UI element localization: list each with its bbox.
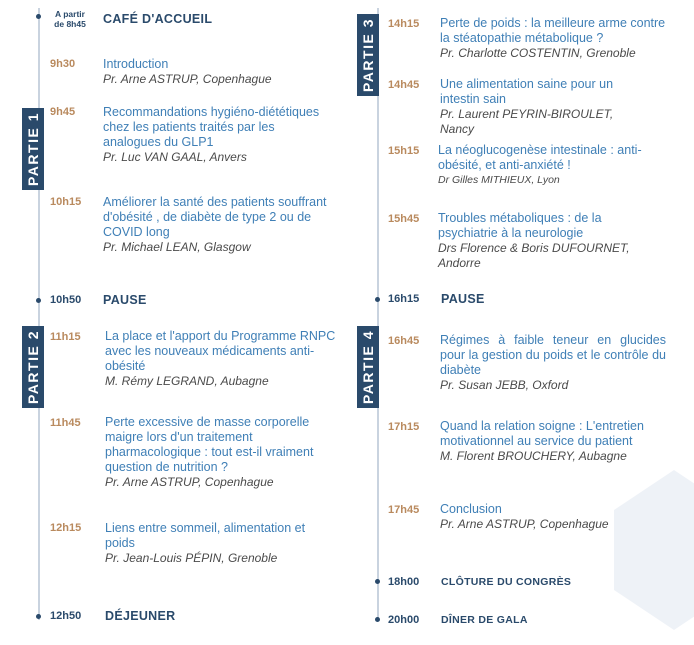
- session-time: A partir de 8h45: [54, 9, 86, 29]
- session-time: 18h00: [388, 576, 420, 588]
- session-time: 16h15: [388, 293, 420, 305]
- cloture-label: CLÔTURE DU CONGRÈS: [441, 576, 572, 588]
- part-2-tab: PARTIE 2: [22, 326, 44, 408]
- session-speaker: Pr. Michael LEAN, Glasgow: [103, 240, 251, 254]
- session-time: 9h30: [50, 58, 76, 70]
- part-1-tab: PARTIE 1: [22, 108, 44, 190]
- session-time: 14h15: [388, 18, 420, 30]
- part-4-tab: PARTIE 4: [357, 326, 379, 408]
- session-time: 10h15: [50, 196, 82, 208]
- session-speaker: M. Rémy LEGRAND, Aubagne: [105, 374, 269, 388]
- session-speaker: Pr. Susan JEBB, Oxford: [440, 378, 569, 392]
- session-speaker: Drs Florence & Boris DUFOURNET, Andorre: [438, 241, 630, 270]
- session-title-text: Conclusion: [440, 502, 502, 516]
- timeline-dot: [375, 297, 380, 302]
- session-speaker: Pr. Arne ASTRUP, Copenhague: [105, 475, 274, 489]
- session-title-text: Liens entre sommeil, alimentation et poids: [105, 521, 306, 550]
- session-speaker: Pr. Arne ASTRUP, Copenhague: [103, 72, 272, 86]
- session-title: [105, 521, 325, 566]
- session-title-text: Recommandations hygiéno-diététiques chez les patients traités par les analogues du GLP1: [103, 105, 320, 149]
- session-title: [440, 333, 666, 393]
- session-time: 11h15: [50, 331, 81, 343]
- session-title-text: Perte excessive de masse corporelle maigre lors d'un traitement pharmacologique : tout est-il vraiment question de nutrition ?: [105, 415, 314, 474]
- pause-label: PAUSE: [103, 293, 147, 307]
- session-speaker: Pr. Laurent PEYRIN-BIROULET, Nancy: [440, 107, 614, 136]
- session-title: [105, 415, 337, 490]
- session-title: [440, 419, 672, 464]
- session-time: 15h15: [388, 145, 420, 157]
- session-title-text: La néoglucogenèse intestinale : anti-obésité, et anti-anxiété !: [438, 143, 642, 172]
- session-time: 17h45: [388, 504, 420, 516]
- background-hexagon: [614, 470, 694, 630]
- session-title: [103, 195, 335, 255]
- session-title-text: Améliorer la santé des patients souffrant d'obésité , de diabète de type 2 ou de COVID long: [103, 195, 327, 239]
- timeline-dot: [36, 298, 41, 303]
- session-time: 9h45: [50, 106, 76, 118]
- session-title: [438, 211, 658, 271]
- left-timeline-line: [38, 8, 40, 620]
- session-speaker: Pr. Jean-Louis PÉPIN, Grenoble: [105, 551, 278, 565]
- cafe-accueil-label: CAFÉ D'ACCUEIL: [103, 12, 213, 26]
- session-title-text: Troubles métaboliques : de la psychiatrie à la neurologie: [438, 211, 602, 240]
- right-timeline-line: [377, 8, 379, 620]
- session-time: 16h45: [388, 335, 420, 347]
- session-time: 17h15: [388, 421, 420, 433]
- timeline-dot: [36, 14, 41, 19]
- session-time: 10h50: [50, 294, 82, 306]
- session-time: 14h45: [388, 79, 420, 91]
- timeline-dot: [375, 579, 380, 584]
- session-title: [103, 57, 333, 87]
- session-title-text: Perte de poids : la meilleure arme contre la stéatopathie métabolique ?: [440, 16, 666, 45]
- session-title-text: La place et l'apport du Programme RNPC avec les nouveaux médicaments anti-obésité: [105, 329, 336, 373]
- session-time: 11h45: [50, 417, 81, 429]
- pause-label: PAUSE: [441, 292, 485, 306]
- session-title: [103, 105, 335, 165]
- diner-gala-label: DÎNER DE GALA: [441, 614, 528, 626]
- session-title-text: Quand la relation soigne : L'entretien motivationnel au service du patient: [440, 419, 644, 448]
- session-speaker: Pr. Arne ASTRUP, Copenhague: [440, 517, 609, 531]
- session-speaker: Pr. Luc VAN GAAL, Anvers: [103, 150, 247, 164]
- session-time: 20h00: [388, 614, 420, 626]
- timeline-dot: [375, 617, 380, 622]
- session-title-text: Régimes à faible teneur en glucides pour la gestion du poids et le contrôle du diabète: [440, 333, 666, 377]
- part-3-tab: PARTIE 3: [357, 14, 379, 96]
- session-speaker: Dr Gilles MITHIEUX, Lyon: [438, 174, 560, 186]
- session-speaker: Pr. Charlotte COSTENTIN, Grenoble: [440, 46, 636, 60]
- session-title: [440, 16, 676, 61]
- session-title: [440, 502, 660, 532]
- session-title: [440, 77, 650, 137]
- session-time: 15h45: [388, 213, 420, 225]
- session-title: [438, 143, 658, 188]
- session-title: [105, 329, 337, 389]
- session-title-text: Introduction: [103, 57, 169, 71]
- dejeuner-label: DÉJEUNER: [105, 609, 176, 623]
- timeline-dot: [36, 614, 41, 619]
- session-title-text: Une alimentation saine pour un intestin sain: [440, 77, 614, 106]
- session-time: 12h15: [50, 522, 82, 534]
- session-time: 12h50: [50, 610, 82, 622]
- session-speaker: M. Florent BROUCHERY, Aubagne: [440, 449, 627, 463]
